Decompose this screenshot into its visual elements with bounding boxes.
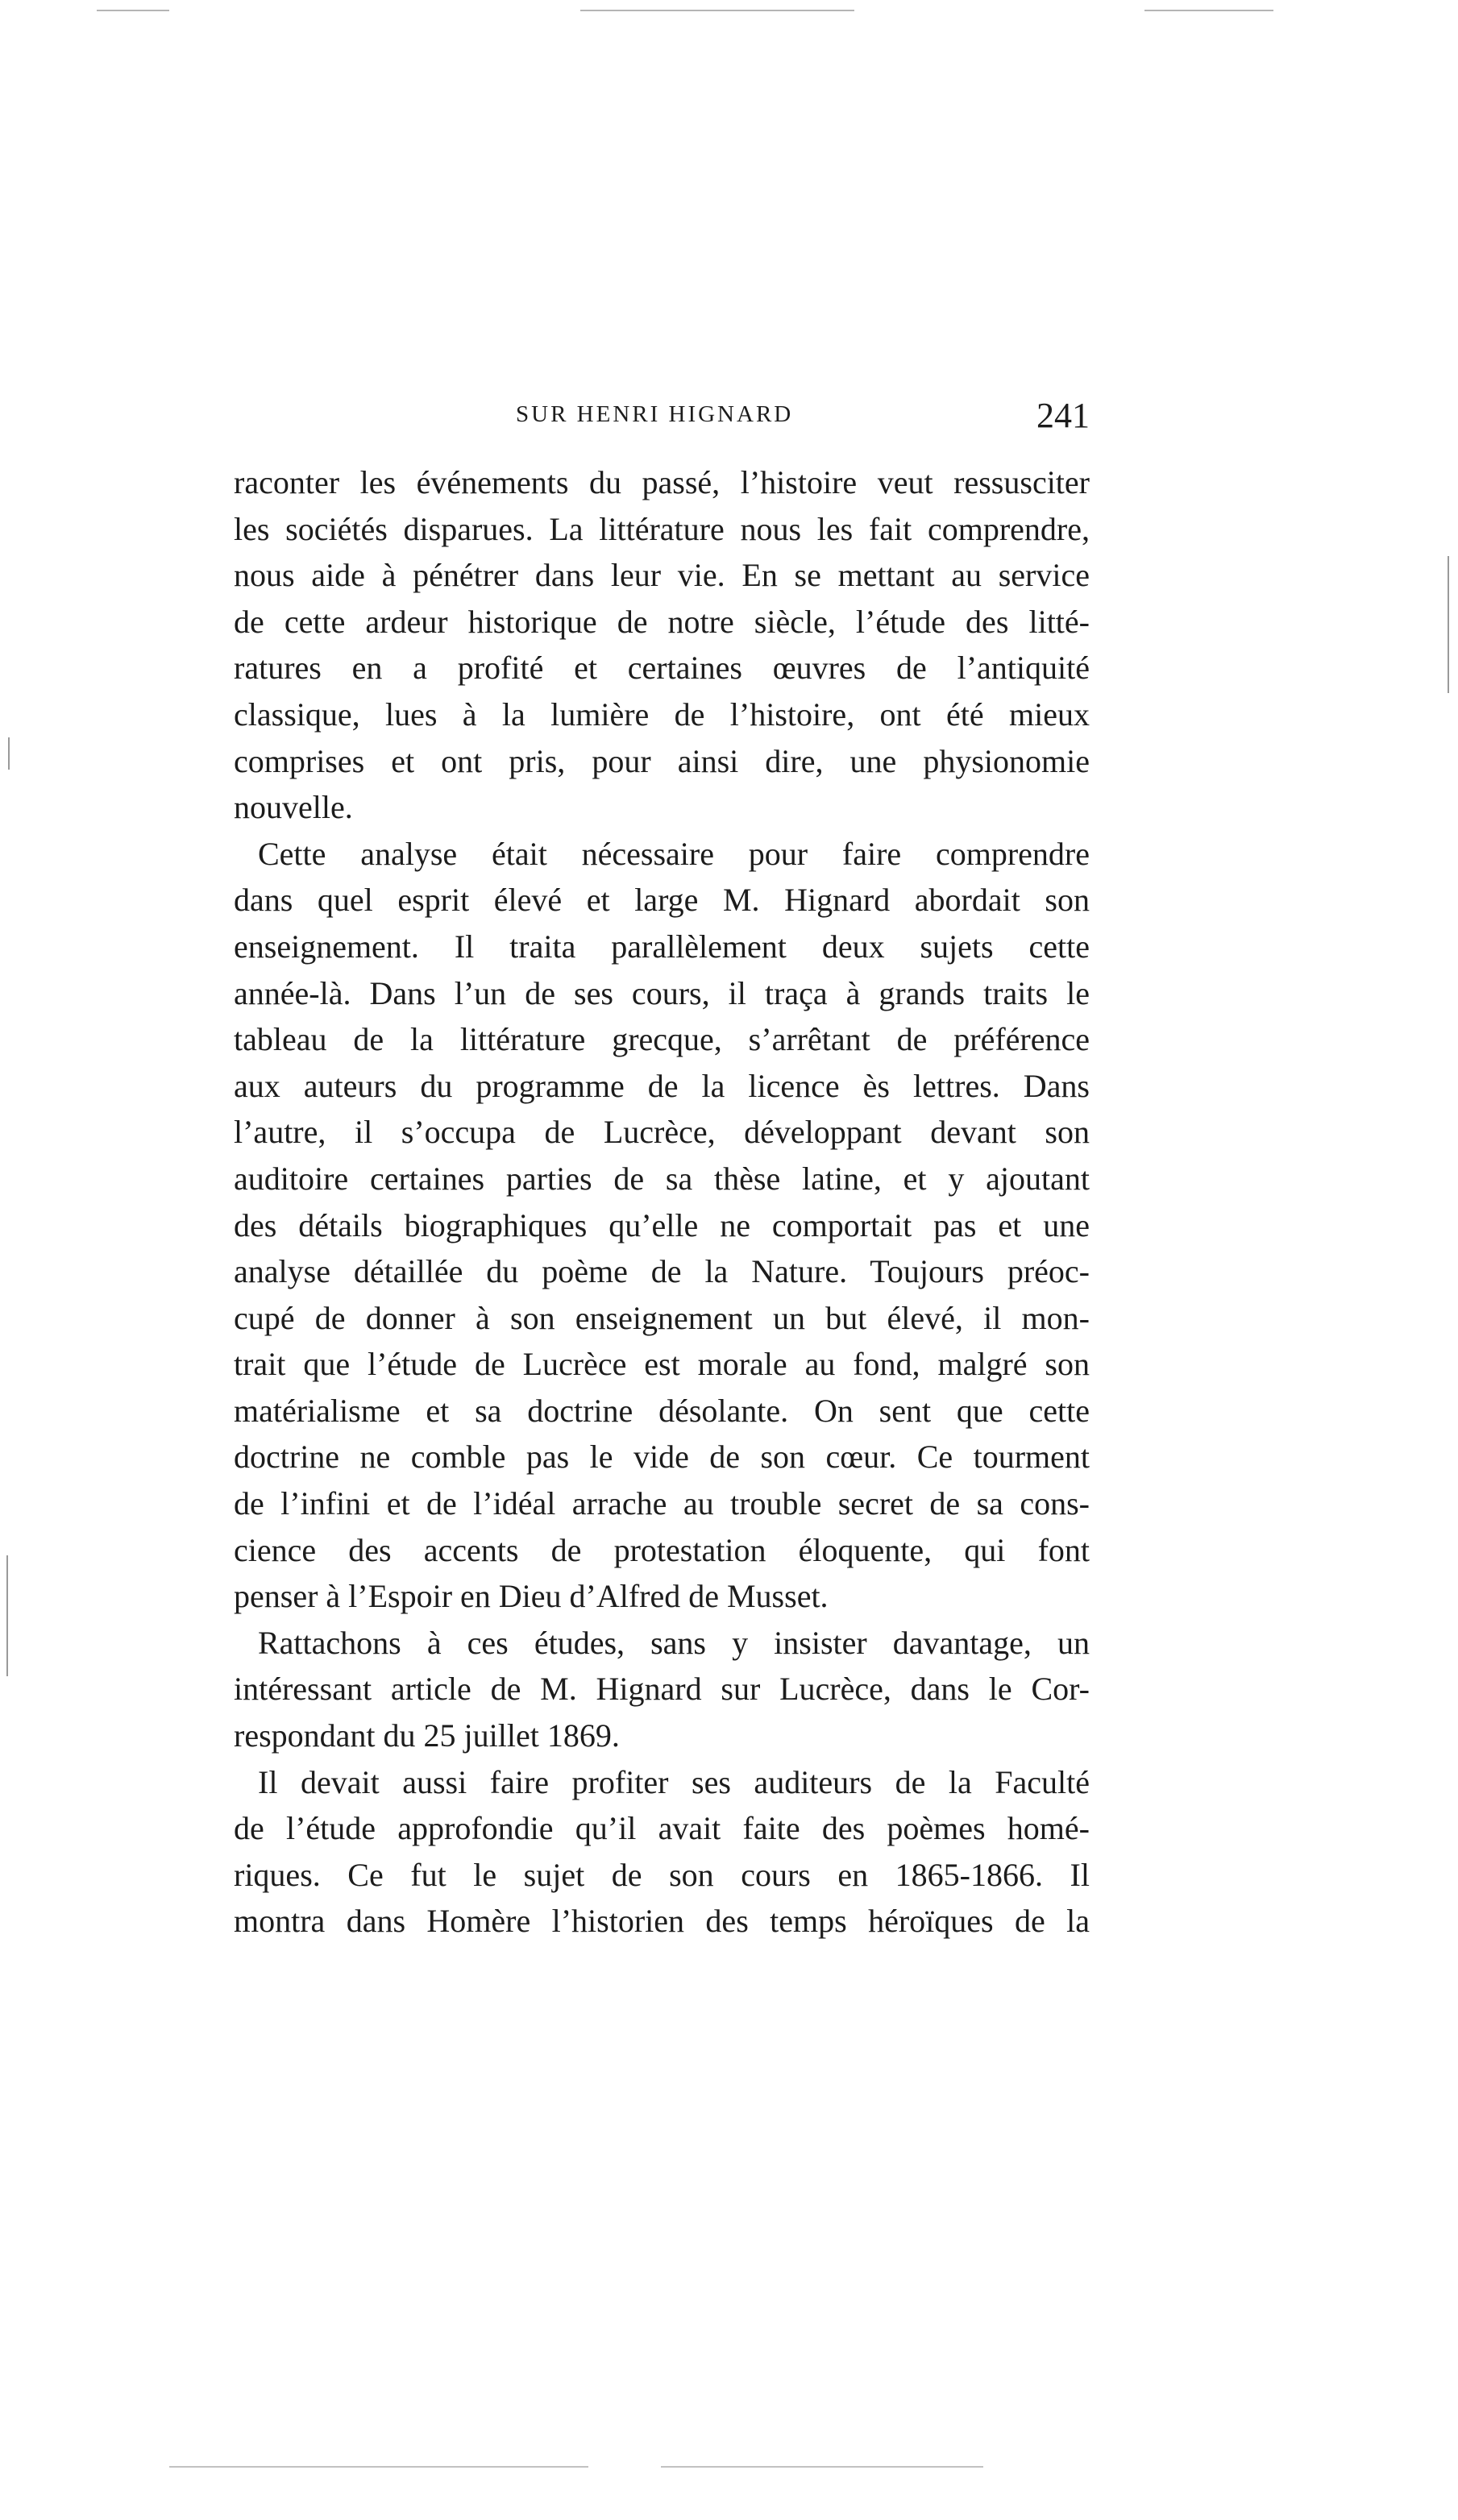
text-line: dans quel esprit élevé et large M. Hignard abordait son [234, 882, 1090, 919]
text-line: de cette ardeur historique de notre siècle, l’étude des litté- [234, 603, 1090, 640]
text-line: respondant du 25 juillet 1869. [234, 1717, 620, 1754]
text-line: l’autre, il s’occupa de Lucrèce, développant devant son [234, 1114, 1090, 1151]
scan-artifact-top-center [580, 10, 854, 11]
text-line: Il devait aussi faire profiter ses auditeurs de la Faculté [258, 1763, 1090, 1800]
text-line: tableau de la littérature grecque, s’arrêtant de préférence [234, 1021, 1090, 1058]
text-line: nous aide à pénétrer dans leur vie. En se mettant au service [234, 557, 1090, 594]
text-line: ratures en a profité et certaines œuvres de l’antiquité [234, 650, 1090, 687]
text-line: analyse détaillée du poème de la Nature. Toujours préoc- [234, 1253, 1090, 1290]
text-line: de l’infini et de l’idéal arrache au trouble secret de sa cons- [234, 1485, 1090, 1522]
text-line: riques. Ce fut le sujet de son cours en 1865-1866. Il [234, 1856, 1090, 1893]
text-line: année-là. Dans l’un de ses cours, il traça à grands traits le [234, 974, 1090, 1011]
text-line: comprises et ont pris, pour ainsi dire, une physionomie [234, 742, 1090, 779]
text-line: de l’étude approfondie qu’il avait faite des poèmes homé- [234, 1810, 1090, 1847]
text-line: Cette analyse était nécessaire pour faire comprendre [258, 835, 1090, 872]
scan-artifact-top-right [1144, 10, 1273, 11]
scan-artifact-left-edge [8, 737, 10, 770]
scan-artifact-right-edge-upper [1448, 556, 1449, 693]
text-line: cience des accents de protestation éloquente, qui font [234, 1531, 1090, 1568]
text-line: enseignement. Il traita parallèlement deux sujets cette [234, 928, 1090, 965]
text-line: les sociétés disparues. La littérature nous les fait comprendre, [234, 510, 1090, 547]
text-line: Rattachons à ces études, sans y insister davantage, un [258, 1624, 1090, 1661]
text-line: auditoire certaines parties de sa thèse latine, et y ajoutant [234, 1160, 1090, 1197]
text-line: trait que l’étude de Lucrèce est morale au fond, malgré son [234, 1346, 1090, 1383]
text-line: aux auteurs du programme de la licence ès lettres. Dans [234, 1067, 1090, 1104]
text-line: des détails biographiques qu’elle ne comportait pas et une [234, 1206, 1090, 1243]
scan-artifact-left-edge-lower [6, 1555, 8, 1676]
scan-artifact-bottom-left [169, 2466, 588, 2468]
text-line: nouvelle. [234, 789, 353, 826]
scan-artifact-top-left [97, 10, 169, 11]
text-line: cupé de donner à son enseignement un but élevé, il mon- [234, 1299, 1090, 1336]
body-text [234, 459, 1090, 1945]
running-title: SUR HENRI HIGNARD [516, 401, 794, 427]
text-line: raconter les événements du passé, l’histoire veut ressusciter [234, 464, 1090, 500]
page-number: 241 [1036, 396, 1090, 435]
text-line: classique, lues à la lumière de l’histoire, ont été mieux [234, 695, 1090, 733]
text-line: doctrine ne comble pas le vide de son cœur. Ce tourment [234, 1439, 1090, 1476]
text-line: penser à l’Espoir en Dieu d’Alfred de Musset. [234, 1578, 829, 1615]
scan-artifact-bottom-right [661, 2466, 983, 2468]
text-line: montra dans Homère l’historien des temps héroïques de la [234, 1903, 1090, 1940]
text-line: matérialisme et sa doctrine désolante. On sent que cette [234, 1392, 1090, 1429]
text-line: intéressant article de M. Hignard sur Lucrèce, dans le Cor- [234, 1671, 1090, 1708]
running-head [234, 395, 1090, 443]
